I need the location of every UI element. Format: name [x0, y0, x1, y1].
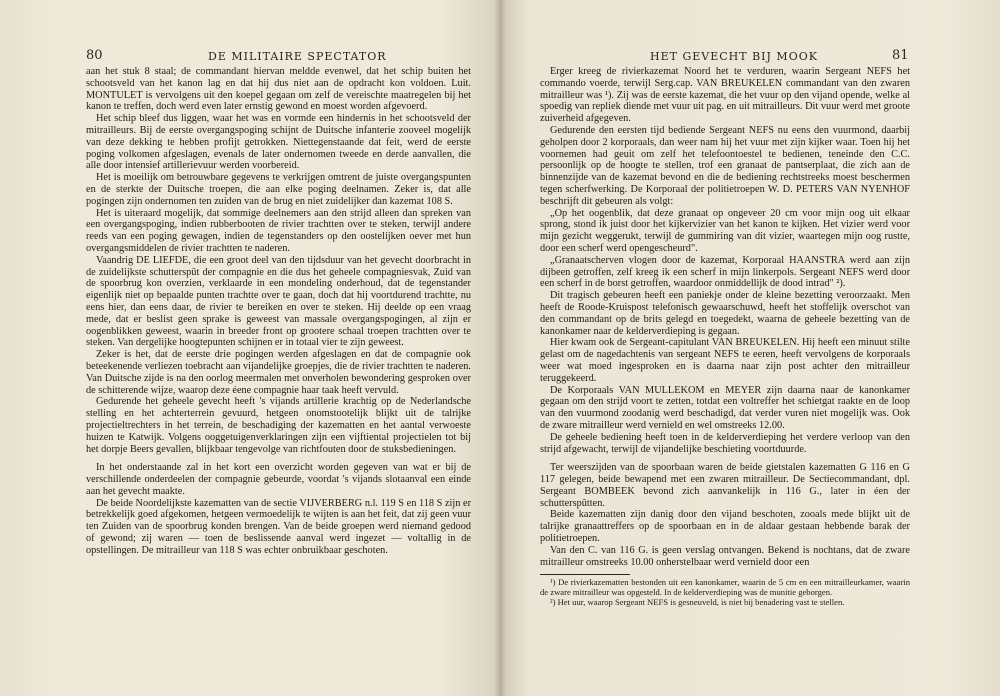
running-head: HET GEVECHT BIJ MOOK — [650, 50, 818, 63]
paragraph: Beide kazematten zijn danig door den vijand beschoten, zooals mede blijkt uit de talrijke granaattreffers op de spoorbaan en in de aldaar gestaan hebbende barak der politietroepen. — [540, 509, 910, 545]
paragraph: In het onderstaande zal in het kort een overzicht worden gegeven van wat er bij de verschillende onderdeelen der compagnie gebeurde, voordat 's vijands slotaanval een einde aan het gevecht maakte. — [86, 462, 471, 497]
paragraph: Ter weerszijden van de spoorbaan waren de beide gietstalen kazematten G 116 en G 117 gelegen, beide bewapend met een zwaren mitrailleur. De Sectiecommandant, dpl. Sergeant BOMBEEK bevond zich aanvankelijk in 116 G., later in éen der schutterspûtten. — [540, 462, 910, 509]
footnote: ¹) De rivierkazematten bestonden uit een kanonkamer, waarin de 5 cm en een mitrailleurkamer, waarin de zware mitrailleur was opgesteld. In de kelderverdieping was de munitie geborgen. — [540, 577, 910, 598]
paragraph: Het is moeilijk om betrouwbare gegevens te verkrijgen omtrent de juiste overgangspunten en de sterkte der Duitsche troepen, die aan elke poging deelnamen. Zeker is, dat alle pogingen zijn ondernomen ten zuiden van de brug en niet zuidelijker dan kazemat 108 S. — [86, 172, 471, 207]
paragraph: Gedurende het geheele gevecht heeft 's vijands artillerie krachtig op de Nederlandsche stelling en het achterterrein gevuurd, hetgeen onomstootelijk blijkt uit de talrijke projectieltrechters in het terrein, de beschadiging der kazematten en het aantal verwoeste huizen te Katwijk. Volgens ooggetuigenverklaringen zijn een vijftiental projectielen tot bij het dorpje Beers gevallen, blijkbaar tengevolge van richtfouten door de stuksbedieningen. — [86, 396, 471, 455]
paragraph: Hier kwam ook de Sergeant-capitulant VAN BREUKELEN. Hij heeft een minuut stilte gelast om de nagedachtenis van sergeant NEFS te eeren, heeft vervolgens de korporaals weer wat moed ingesproken en is daarna naar zijn post achter den mitrailleur teruggekeerd. — [540, 337, 910, 384]
running-head: DE MILITAIRE SPECTATOR — [208, 50, 387, 63]
paragraph: Erger kreeg de rivierkazemat Noord het te verduren, waarin Sergeant NEFS het commando voerde, terwijl Serg.cap. VAN BREUKELEN commandant van den zwaren mitrailleur was ¹). Zij was de eerste kazemat, die het vuur op den vijand opende, welke al spoedig van repliek diende met vuur uit pag. en uit mitrailleurs. Dit vuur werd met groote zuiverheid afgegeven. — [540, 66, 910, 125]
quote-paragraph: „Granaatscherven vlogen door de kazemat, Korporaal HAANSTRA werd aan zijn dijbeen getroffen, zelf kreeg ik een scherf in mijn linkerpols. Sergeant NEFS werd door een scherf in de borst getroffen, waardoor onmiddellijk de dood intrad" ²). — [540, 254, 910, 290]
paragraph: aan het stuk 8 staal; de commandant hiervan meldde evenwel, dat het schip buiten het schootsveld van het kanon lag en dat hij dus niet aan de opdracht kon voldoen. Luit. MONTULET is vervolgens uit den koepel gegaan om zelf de vereischte maatregelen bij het kanon te treffen, doch werd even later ernstig gewond en moest worden afgevoerd. — [86, 66, 471, 113]
footnote: ²) Het uur, waarop Sergeant NEFS is gesneuveld, is niet bij benadering vast te stellen. — [550, 596, 845, 607]
right-page — [500, 0, 1000, 696]
page-number: 81 — [892, 48, 909, 63]
paragraph: De geheele bediening heeft toen in de kelderverdieping het verdere verloop van den strijd afgewacht, terwijl de vijandelijke beschieting voortduurde. — [540, 431, 910, 455]
quote-paragraph: „Op het oogenblik, dat deze granaat op ongeveer 20 cm voor mijn oog uit elkaar sprong, stond ik juist door het kijkervizier van het kanon te kijken. Het vizier werd voor mijn gezicht weggerukt, terwijl de gummiring van dit vizier, waartegen mijn oog rustte, door een scherf werd opengescheurd". — [540, 207, 910, 254]
paragraph: Gedurende den eersten tijd bediende Sergeant NEFS nu eens den vuurmond, daarbij geholpen door 2 korporaals, dan weer nam hij het vuur met zijn kijker waar. Toen hij het voornemen had geuit om zelf het telefoontoestel te bedienen, teneinde den C.C. persoonlijk op de hoogte te stellen, trof een granaat de pantserplaat, die zich aan de binnenzijde van de kazemat bevond en die de bediening rechtstreeks moest beschermen tegen scherfwerking. De Korporaal der politietroepen W. D. PETERS VAN NYENHOF beschrijft dit gebeuren als volgt: — [540, 124, 910, 207]
paragraph: Het is uiteraard mogelijk, dat sommige deelnemers aan den strijd alleen dan spreken van een overgangspoging, indien rubberbooten de rivier trachtten over te steken, terwijl andere reeds van een poging gewagen, indien de tegenstanders op den oostelijken oever met hun overgangsmiddelen de rivier trachtten te naderen. — [86, 207, 471, 254]
left-page-body — [86, 66, 471, 557]
page-number: 80 — [86, 48, 103, 63]
paragraph: Vaandrig DE LIEFDE, die een groot deel van den tijdsduur van het gevecht doorbracht in de zuidelijkste schutterspût der compagnie en die dus het geheele compagniesvak, Zuid van de spoorbrug kon overzien, verklaarde in een mondeling onderhoud, dat de tegenstander eigenlijk niet op bepaalde punten trachtte over te gaan, doch dat hij voortdurend trachtte, nu eens hier, dan eens daar, de rivier te bereiken en over te steken. Hij deelde op een vraag mede, dat er beslist geen sprake is geweest van massale overgangspogingen, al zijn er oogenblikken geweest, waarin in breeder front op grootere schaal troepen trachtten over te steken. Van dergelijke hoogtepunten schijnen er in totaal vier te zijn geweest. — [86, 254, 471, 349]
book-gutter — [494, 0, 506, 696]
footnote-rule — [540, 574, 630, 575]
paragraph: De beide Noordelijkste kazematten van de sectie VIJVERBERG n.l. 119 S en 118 S zijn er betrekkelijk goed afgekomen, hetgeen vermoedelijk te wijten is aan het feit, dat zij geen vuur ten Zuiden van de spoorbrug konden brengen. Van de beide groepen werd niemand gedood of gewond; zij waren — toen de beslissende aanval werd ingezet — voltallig in de opstellingen. De mitrailleur van 118 S was echter onbruikbaar geschoten. — [86, 497, 471, 556]
paragraph: Dit tragisch gebeuren heeft een paniekje onder de kleine bezetting veroorzaakt. Men heeft de Roode-Kruispost telefonisch gewaarschuwd, heeft het stoffelijk overschot van den commandant op de brits gelegd en toegedekt, waarna de geheele bezetting van de kanonkamer naar de kelderverdieping is gegaan. — [540, 290, 910, 337]
paragraph: Het schip bleef dus liggen, waar het was en vormde een hindernis in het schootsveld der mitrailleurs. Bij de eerste overgangspoging schijnt de Duitsche infanterie zooveel mogelijk van deze dekking te hebben profijt getrokken. Niettegenstaande dat feit, werd de eerste poging volkomen afgeslagen, evenals de later ondernomen tweede en derde aanvallen, die alle door intensief artillerievuur werden voorbereid. — [86, 113, 471, 172]
paragraph: De Korporaals VAN MULLEKOM en MEYER zijn daarna naar de kanonkamer gegaan om den strijd voort te zetten, totdat een voltreffer het schietgat raakte en de loop van den vuurmond zoodanig werd beschadigd, dat verder vuren niet mogelijk was. Ook de zware mitrailleur werd vernield en wel omstreeks 12.00. — [540, 384, 910, 431]
paragraph: Van den C. van 116 G. is geen verslag ontvangen. Bekend is nochtans, dat de zware mitrailleur omstreeks 10.00 onherstelbaar werd vernield door een — [540, 544, 910, 568]
paragraph: Zeker is het, dat de eerste drie pogingen werden afgeslagen en dat de compagnie ook beteekenende verliezen toebracht aan vijandelijke groepjes, die de rivier trachtten te naderen. Van Duitsche zijde is na den oorlog meermalen met onverholen bewondering gesproken over de schitterende wijze, waarop deze éene compagnie haar taak heeft vervuld. — [86, 349, 471, 396]
right-page-body — [540, 66, 910, 607]
